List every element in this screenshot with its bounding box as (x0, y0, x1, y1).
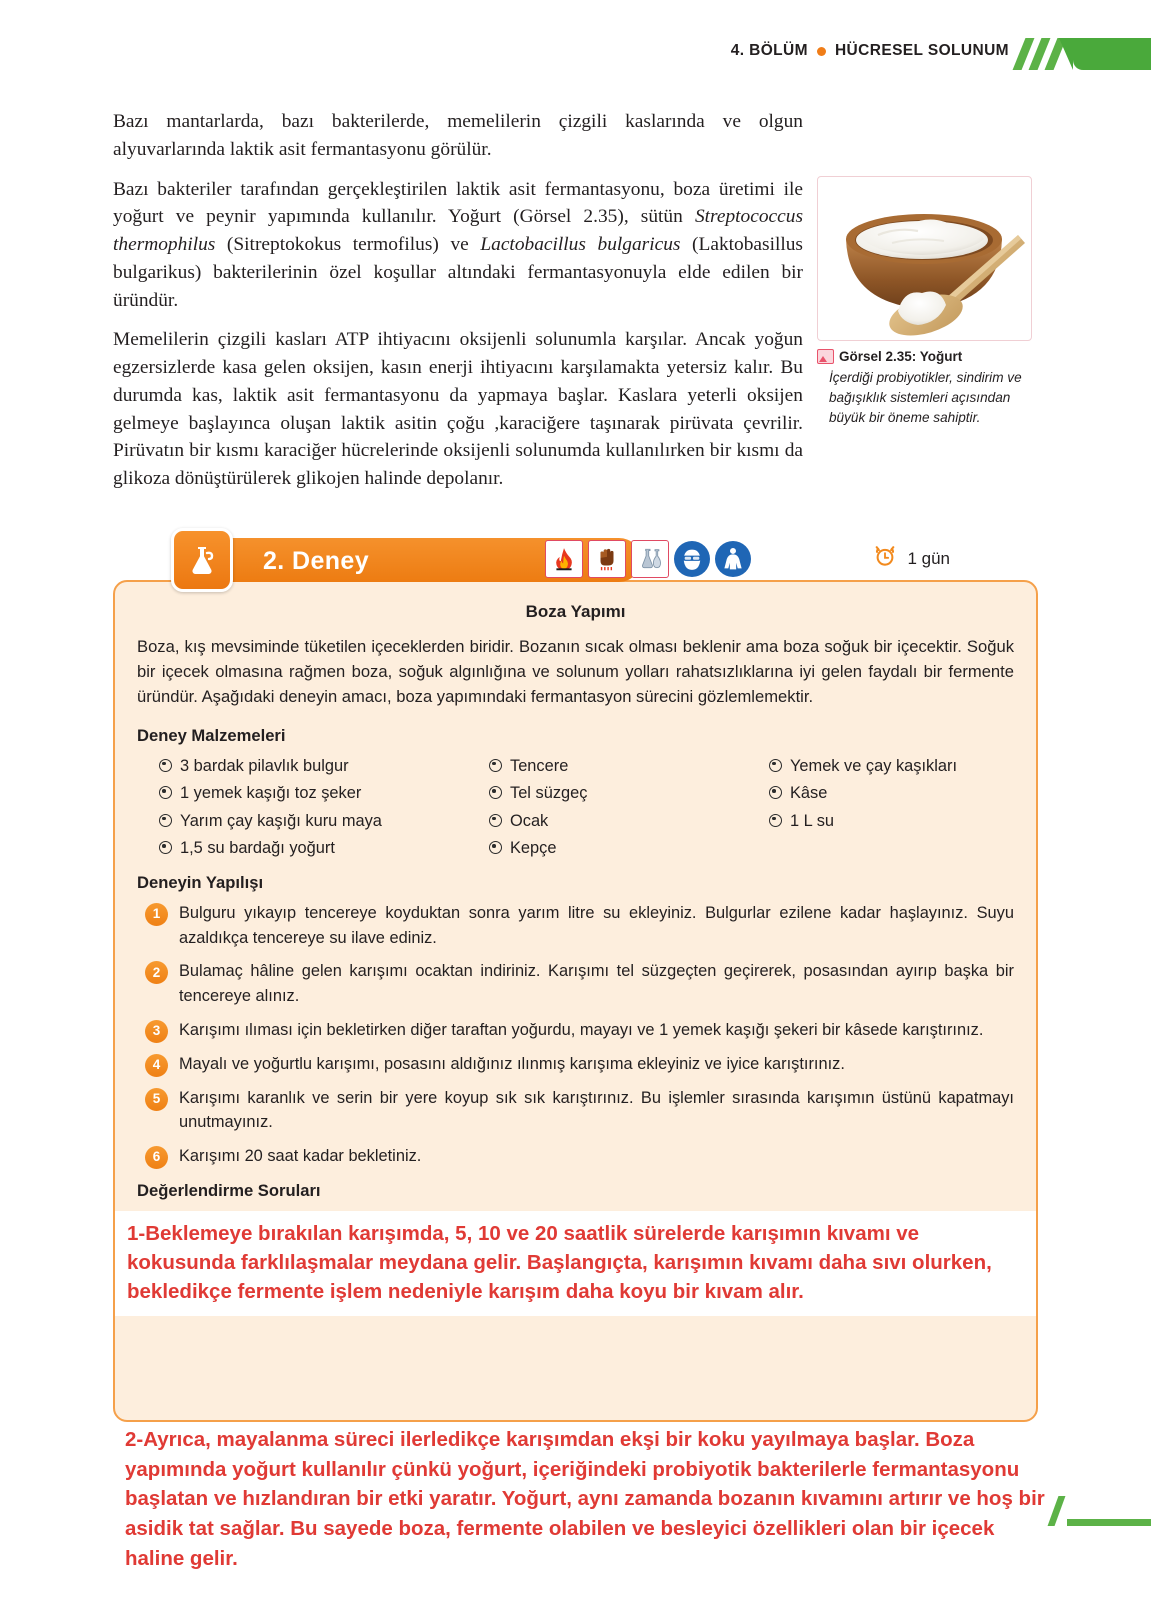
step-text: Bulguru yıkayıp tencereye koyduktan sonra yarım litre su ekleyiniz. Bulgurlar ezilene kadar haşlayınız. Suyu azaldıkça tencereye su ilave ediniz. (179, 904, 1014, 947)
material-label: 3 bardak pilavlık bulgur (180, 756, 349, 775)
bullet-icon (769, 814, 782, 827)
header-section-title: HÜCRESEL SOLUNUM (834, 42, 1009, 59)
procedure-step (145, 901, 1014, 950)
header-chapter: 4. BÖLÜM (730, 42, 808, 59)
step-text: Mayalı ve yoğurtlu karışımı, posasını aldığınız ılınmış karışıma ekleyiniz ve iyice karıştırınız. (179, 1054, 845, 1073)
paragraph-2-part3: (Laktobasillus bulgarikus) bakterilerinin özel koşullar altındaki fermantasyonuyla elde edilen bir üründür. (113, 234, 803, 311)
experiment-section (113, 528, 1038, 1422)
material-label: Ocak (510, 811, 549, 830)
list-item (489, 809, 769, 834)
species-name-lactobacillus: Lactobacillus bulgaricus (480, 234, 681, 255)
lab-coat-icon (715, 541, 751, 577)
paragraph-3: Memelilerin çizgili kasları ATP ihtiyacını oksijenli solunumla karşılar. Ancak yoğun egzersizlerde kasa gelen oksijen, kasın enerji ihtiyacını karşılamakta yetersiz kalır. Bu durumda kas, laktik asit fermantasyonu da yapmaya başlar. Kaslara yeterli oksijen gelmeye başlayınca oluşan laktik asitin çoğu ,karaciğere taşınarak pirüvata çevrilir. Pirüvatın bir kısmı karaciğer hücrelerinde oksijenli solunumda kullanılırken bir kısmı da glikoza dönüştürülerek glikojen halinde depolanır. (113, 329, 803, 489)
step-text: Bulamaç hâline gelen karışımı ocaktan indiriniz. Karışımı tel süzgeçten geçirerek, posasından ayırıp başka bir tencereye alınız. (179, 962, 1014, 1005)
figure-caption-title: Görsel 2.35: Yoğurt (839, 349, 963, 364)
bullet-icon (489, 841, 502, 854)
paragraph-2-part1: Bazı bakteriler tarafından gerçekleştirilen laktik asit fermantasyonu, boza üretimi ile yoğurt ve peynir yapımında kullanılır. Yoğurt (Görsel 2.35), sütün (113, 178, 803, 228)
answer-2: 2-Ayrıca, mayalanma süreci ilerledikçe karışımdan ekşi bir koku yayılmaya başlar. Boza yapımında yoğurt kullanılır çünkü yoğurt, içeriğindeki probiyotik bakterilerle fermantasyonu başlatan ve hızlandıran bir etki yaratır. Yoğurt, aynı zamanda bozanın kıvamını artırır ve hoş bir asidik tat sağlar. Bu sayede boza, fermente olabilen ve besleyici özellikleri olan bir içecek haline gelir. (125, 1428, 1045, 1570)
experiment-subtitle: Boza Yapımı (525, 602, 626, 621)
answer-1: 1-Beklemeye bırakılan karışımda, 5, 10 ve 20 saatlik sürelerde karışımın kıvamı ve kokusunda farklılaşmalar meydana gelir. Başlangıçta, karışımın kıvamı daha sıvı olurken, bekledikçe fermente işlem nedeniyle karışım daha koyu bir kıvam alır. (115, 1211, 1036, 1316)
procedure-step (145, 1144, 1014, 1169)
bullet-icon (769, 759, 782, 772)
list-item (489, 836, 769, 861)
experiment-content-box (113, 580, 1038, 1422)
header-bullet-dot (817, 47, 826, 56)
list-item (489, 754, 769, 779)
bullet-icon (159, 786, 172, 799)
materials-list (159, 754, 1014, 861)
material-label: 1 L su (790, 811, 835, 830)
experiment-intro: Boza, kış mevsiminde tüketilen içeceklerden biridir. Bozanın sıcak olması beklenir ama boza soğuk bir içecektir. Soğuk bir içecek olmasına rağmen boza, soğuk algınlığına ve solunum yolları rahatsızlıklarına iyi gelen faydalı bir fermente üründür. Aşağıdaki deneyin amacı, boza yapımındaki fermantasyon sürecini gözlemlemektir. (137, 637, 1014, 707)
alarm-clock-icon (873, 544, 897, 573)
material-label: Yemek ve çay kaşıkları (790, 756, 958, 775)
experiment-title: 2. Deney (263, 547, 370, 575)
image-icon (817, 349, 834, 364)
corrosive-glassware-icon (631, 540, 669, 578)
list-item (159, 754, 489, 779)
step-text: Karışımı karanlık ve serin bir yere koyup sık sık karıştırınız. Bu işlemler sırasında karışımın üstünü kapatmayı unutmayınız. (179, 1088, 1014, 1132)
page-header (0, 0, 1151, 90)
step-text: Karışımı 20 saat kadar bekletiniz. (179, 1146, 422, 1165)
materials-heading: Deney Malzemeleri (137, 725, 286, 745)
paragraph-2-part2: (Sitreptokokus termofilus) ve (215, 234, 481, 255)
step-number-badge: 6 (145, 1146, 168, 1169)
material-label: 1 yemek kaşığı toz şeker (180, 784, 362, 803)
step-text: Karışımı ılıması için bekletirken diğer taraftan yoğurdu, mayayı ve 1 yemek kaşığı şekeri bir kâsede karıştırınız. (179, 1020, 984, 1039)
yogurt-bowl-illustration (818, 177, 1031, 340)
experiment-header-bar (113, 528, 1038, 584)
bullet-icon (489, 786, 502, 799)
footer-decoration (1039, 1494, 1151, 1536)
bullet-icon (769, 786, 782, 799)
list-item (159, 836, 489, 861)
procedure-steps (145, 901, 1014, 1169)
paragraph-1: Bazı mantarlarda, bazı bakterilerde, memelilerin çizgili kaslarında ve olgun alyuvarlarında laktik asit fermantasyonu görülür. (113, 111, 803, 160)
material-label: Yarım çay kaşığı kuru maya (180, 811, 382, 830)
step-number-badge: 5 (145, 1088, 168, 1111)
hand-protection-icon (588, 540, 626, 578)
procedure-heading: Deneyin Yapılışı (137, 873, 264, 893)
slash-mark (1048, 1496, 1066, 1526)
flammable-icon (545, 540, 583, 578)
bullet-icon (489, 814, 502, 827)
procedure-step (145, 1052, 1014, 1077)
list-item (769, 754, 1014, 779)
step-number-badge: 4 (145, 1054, 168, 1077)
header-green-block (1073, 38, 1151, 70)
list-item (769, 781, 1014, 806)
list-item (159, 809, 489, 834)
species-name-streptococcus: Streptococcus thermophilus (113, 206, 803, 255)
figure-caption-title-row (817, 349, 1032, 364)
list-item (159, 781, 489, 806)
eye-protection-icon (674, 541, 710, 577)
experiment-duration-label: 1 gün (907, 548, 950, 568)
figure-yogurt (817, 176, 1032, 428)
procedure-step (145, 1018, 1014, 1043)
bullet-icon (489, 759, 502, 772)
footer-bar (1067, 1519, 1151, 1526)
header-breadcrumb (731, 42, 1009, 60)
bullet-icon (159, 759, 172, 772)
figure-image-frame (817, 176, 1032, 341)
figure-caption (817, 349, 1032, 428)
material-label: Kâse (790, 784, 828, 803)
step-number-badge: 1 (145, 903, 168, 926)
list-item-empty (769, 836, 1014, 861)
evaluation-heading: Değerlendirme Soruları (137, 1180, 321, 1200)
header-slash-decoration (1017, 38, 1065, 70)
bullet-icon (159, 841, 172, 854)
flask-icon (171, 528, 233, 592)
figure-caption-text: İçerdiği probiyotikler, sindirim ve bağışıklık sistemleri açısından büyük bir öneme sahiptir. (829, 370, 1022, 425)
material-label: Tel süzgeç (510, 784, 588, 803)
experiment-duration (873, 544, 950, 573)
safety-icon-group (545, 540, 751, 578)
procedure-step (145, 959, 1014, 1008)
material-label: 1,5 su bardağı yoğurt (180, 839, 335, 858)
step-number-badge: 3 (145, 1020, 168, 1043)
material-label: Kepçe (510, 839, 557, 858)
bullet-icon (159, 814, 172, 827)
step-number-badge: 2 (145, 961, 168, 984)
paragraph-2 (113, 176, 803, 315)
material-label: Tencere (510, 756, 569, 775)
procedure-step (145, 1086, 1014, 1135)
list-item (489, 781, 769, 806)
list-item (769, 809, 1014, 834)
